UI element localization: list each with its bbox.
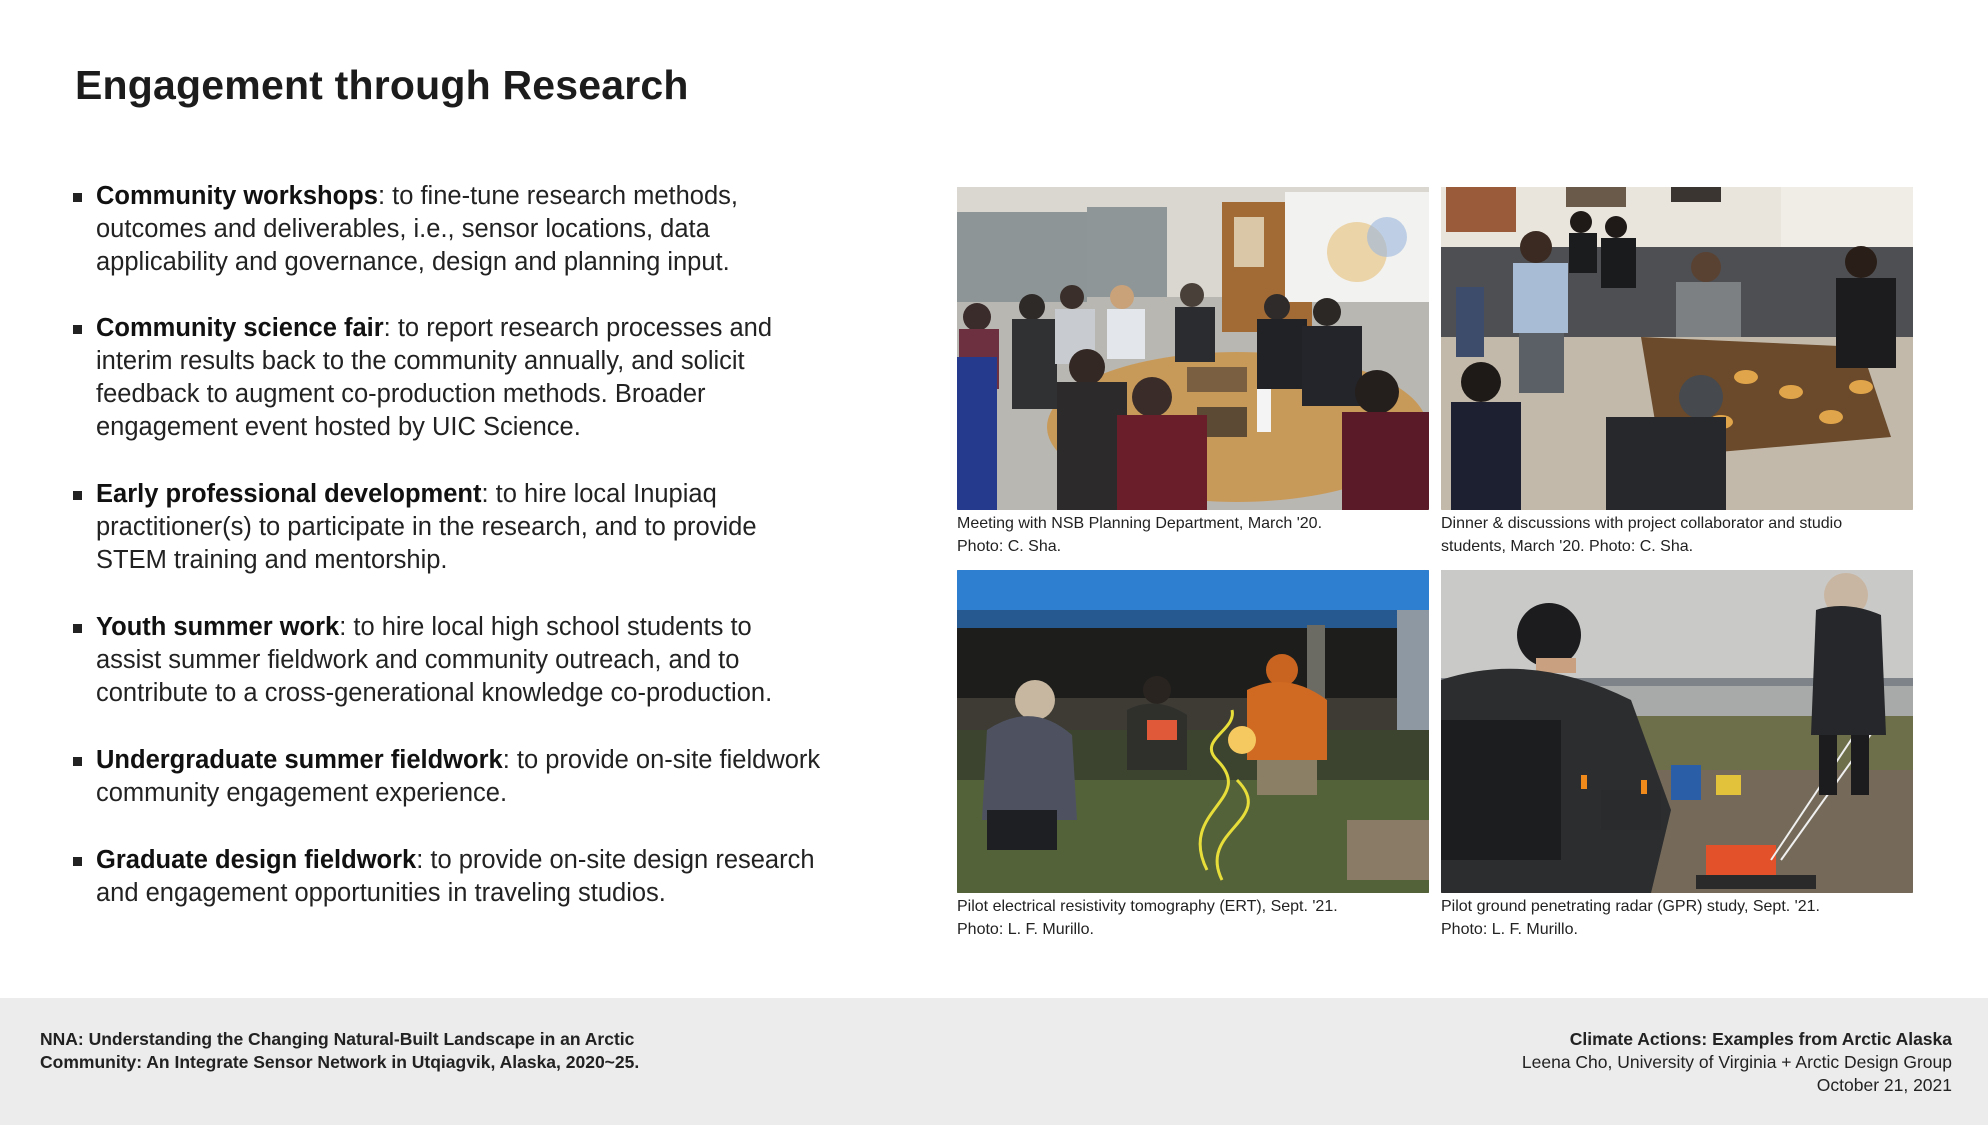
footer-talk-title: Climate Actions: Examples from Arctic Alaska — [1569, 1029, 1952, 1049]
bullet-text: : to report research processes and — [383, 314, 773, 342]
caption-line: Dinner & discussions with project collaborator and studio — [1441, 515, 1843, 532]
bullet-text: applicability and governance, design and planning input. — [96, 248, 730, 276]
footer-presenter-info — [1522, 1028, 1952, 1097]
photo-caption — [957, 895, 1437, 941]
bullet-term: Early professional development — [96, 480, 482, 508]
bullet-text: community engagement experience. — [96, 779, 508, 807]
caption-line: Pilot ground penetrating radar (GPR) study, Sept. '21. — [1441, 898, 1820, 915]
bullet-square-icon — [73, 624, 82, 633]
bullet-term: Community science fair — [96, 314, 384, 342]
photo-gpr-study — [1441, 570, 1913, 893]
bullet-text: : to fine-tune research methods, — [377, 182, 738, 210]
bullet-text: assist summer fieldwork and community outreach, and to — [96, 646, 740, 674]
footer-project-title — [40, 1028, 639, 1074]
bullet-list — [73, 180, 873, 910]
photo-caption — [1441, 512, 1931, 558]
caption-line: Photo: L. F. Murillo. — [957, 921, 1094, 938]
slide-title: Engagement through Research — [75, 62, 689, 108]
bullet-text: STEM training and mentorship. — [96, 546, 448, 574]
bullet-term: Graduate design fieldwork — [96, 846, 417, 874]
bullet-text: : to hire local Inupiaq — [481, 480, 717, 508]
bullet-term: Undergraduate summer fieldwork — [96, 746, 503, 774]
bullet-square-icon — [73, 325, 82, 334]
photo-dinner-discussion — [1441, 187, 1913, 510]
bullet-square-icon — [73, 857, 82, 866]
footer-date: October 21, 2021 — [1816, 1075, 1952, 1095]
bullet-text: : to provide on-site fieldwork — [502, 746, 821, 774]
bullet-community-workshops — [73, 180, 873, 279]
caption-line: Photo: C. Sha. — [957, 538, 1062, 555]
footer-line: NNA: Understanding the Changing Natural-Built Landscape in an Arctic — [40, 1029, 635, 1049]
bullet-text: interim results back to the community annually, and solicit — [96, 347, 745, 375]
bullet-square-icon — [73, 193, 82, 202]
bullet-text: contribute to a cross-generational knowledge co-production. — [96, 679, 773, 707]
bullet-text: feedback to augment co-production methods. Broader — [96, 380, 706, 408]
footer-line: Community: An Integrate Sensor Network in Utqiagvik, Alaska, 2020~25. — [40, 1052, 640, 1072]
photo-planning-meeting — [957, 187, 1429, 510]
bullet-text: : to provide on-site design research — [416, 846, 815, 874]
bullet-term: Youth summer work — [96, 613, 340, 641]
photo-caption — [957, 512, 1437, 558]
caption-line: Meeting with NSB Planning Department, March '20. — [957, 515, 1323, 532]
slide-footer — [0, 998, 1988, 1125]
bullet-undergraduate-summer-fieldwork — [73, 744, 873, 810]
photo-caption — [1441, 895, 1921, 941]
bullet-text: : to hire local high school students to — [339, 613, 752, 641]
bullet-term: Community workshops — [96, 182, 378, 210]
photo-ert-fieldwork — [957, 570, 1429, 893]
caption-line: Pilot electrical resistivity tomography (ERT), Sept. '21. — [957, 898, 1338, 915]
bullet-square-icon — [73, 757, 82, 766]
bullet-community-science-fair — [73, 312, 873, 444]
footer-presenter: Leena Cho, University of Virginia + Arctic Design Group — [1521, 1052, 1952, 1072]
bullet-text: practitioner(s) to participate in the research, and to provide — [96, 513, 757, 541]
bullet-early-professional-development — [73, 478, 873, 577]
bullet-text: outcomes and deliverables, i.e., sensor locations, data — [96, 215, 710, 243]
bullet-square-icon — [73, 491, 82, 500]
bullet-text: engagement event hosted by UIC Science. — [96, 413, 581, 441]
bullet-graduate-design-fieldwork — [73, 844, 873, 910]
caption-line: students, March '20. Photo: C. Sha. — [1441, 538, 1694, 555]
bullet-text: and engagement opportunities in traveling studios. — [96, 879, 666, 907]
bullet-youth-summer-work — [73, 611, 873, 710]
caption-line: Photo: L. F. Murillo. — [1441, 921, 1578, 938]
